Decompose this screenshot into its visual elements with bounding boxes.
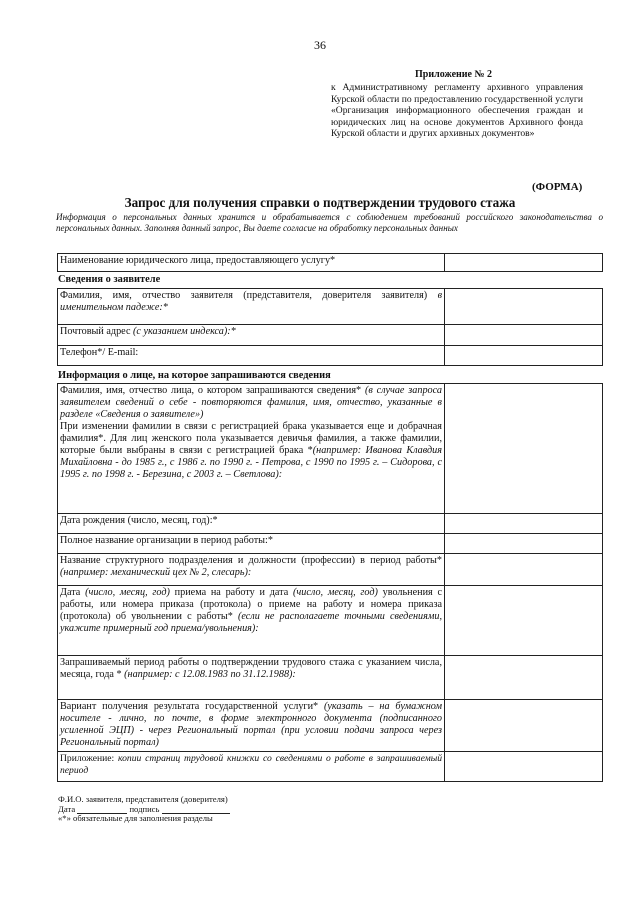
page-number: 36	[314, 38, 326, 52]
form-title: Запрос для получения справки о подтверждении трудового стажа	[124, 195, 516, 210]
result-variant-field[interactable]	[445, 700, 603, 752]
result-variant-label: Вариант получения результата государственной услуги* (указать – на бумажном носителе - лично, по почте, в форме электронного документа (подписанного усиленной ЭЦП) - через Региональный портал (при условии подачи запроса через Региональный портал)	[58, 700, 445, 752]
applicant-name-label: Фамилия, имя, отчество заявителя (представителя, доверителя заявителя) в именительном падеже:*	[58, 289, 445, 325]
applicant-name-field[interactable]	[445, 289, 603, 325]
phone-email-label: Телефон*/ E-mail:	[58, 346, 445, 366]
person-name-field[interactable]	[445, 384, 603, 514]
department-label: Название структурного подразделения и должности (профессии) в период работы* (например: механический цех № 2, слесарь):	[58, 554, 445, 586]
applicant-section-heading: Сведения о заявителе	[58, 274, 161, 285]
postal-address-field[interactable]	[445, 325, 603, 346]
personal-data-notice: Информация о персональных данных хранится и обрабатывается с соблюдением требований российского законодательства о персональных данных. Заполняя данный запрос, Вы даете согласие на обработку персональных данных	[56, 212, 603, 233]
requested-period-label: Запрашиваемый период работы о подтверждении трудового стажа с указанием числа, месяца, года * (например: с 12.08.1983 по 31.12.1988):	[58, 656, 445, 700]
person-name-label: Фамилия, имя, отчество лица, о котором запрашиваются сведения* (в случае запроса заявителем сведений о себе - повторяются фамилия, имя, отчество, указанные в разделе «Сведения о заявителе») При изменении фамилии в связи с регистрацией брака указывается еще и добрачная фамилия*. Для лиц женского пола указывается девичья фамилия, а также фамилии, которые были выбраны в связи с регистрацией брака *(например: Иванова Клавдия Михайловна - до 1985 г., с 1986 г. по 1990 г. - Петрова, с 1990 по 1995 г. – Сидорова, с 1995 г. по 1998 г. - Березина, с 2003 г. – Светлова):	[58, 384, 445, 514]
birth-date-field[interactable]	[445, 514, 603, 534]
legal-entity-table	[57, 253, 603, 272]
legal-entity-label: Наименование юридического лица, предоставляющего услугу*	[58, 254, 445, 272]
applicant-fio-caption: Ф.И.О. заявителя, представителя (доверителя)	[58, 794, 228, 804]
legal-entity-field[interactable]	[445, 254, 603, 272]
signature-label: подпись	[129, 804, 160, 814]
department-field[interactable]	[445, 554, 603, 586]
attachment-field[interactable]	[445, 752, 603, 782]
person-section-heading: Информация о лице, на которое запрашиваются сведения	[58, 370, 331, 381]
postal-address-label: Почтовый адрес (с указанием индекса):*	[58, 325, 445, 346]
form-tag: (ФОРМА)	[532, 181, 583, 193]
requested-period-field[interactable]	[445, 656, 603, 700]
employment-dates-label: Дата (число, месяц, год) приема на работу и дата (число, месяц, год) увольнения с работы, или номера приказа (протокола) о приеме на работу и номера приказа (протокола) об увольнении с работы* (если не располагаете точными сведениями, укажите примерный год приема/увольнения):	[58, 586, 445, 656]
employment-dates-field[interactable]	[445, 586, 603, 656]
appendix-text: к Административному регламенту архивного управления Курской области по предоставлению государственной услуги «Организация информационного обеспечения граждан и юридических лиц на основе документов Архивного фонда Курской области и других архивных документов»	[331, 82, 583, 140]
required-fields-note: «*» обязательные для заполнения разделы	[58, 813, 213, 823]
person-table	[57, 383, 603, 782]
birth-date-label: Дата рождения (число, месяц, год):*	[58, 514, 445, 534]
attachment-label: Приложение: копии страниц трудовой книжки со сведениями о работе в запрашиваемый период	[58, 752, 445, 782]
organization-name-label: Полное название организации в период работы:*	[58, 534, 445, 554]
organization-name-field[interactable]	[445, 534, 603, 554]
appendix-title: Приложение № 2	[415, 69, 493, 80]
applicant-table	[57, 288, 603, 366]
date-label: Дата	[58, 804, 76, 814]
phone-email-field[interactable]	[445, 346, 603, 366]
